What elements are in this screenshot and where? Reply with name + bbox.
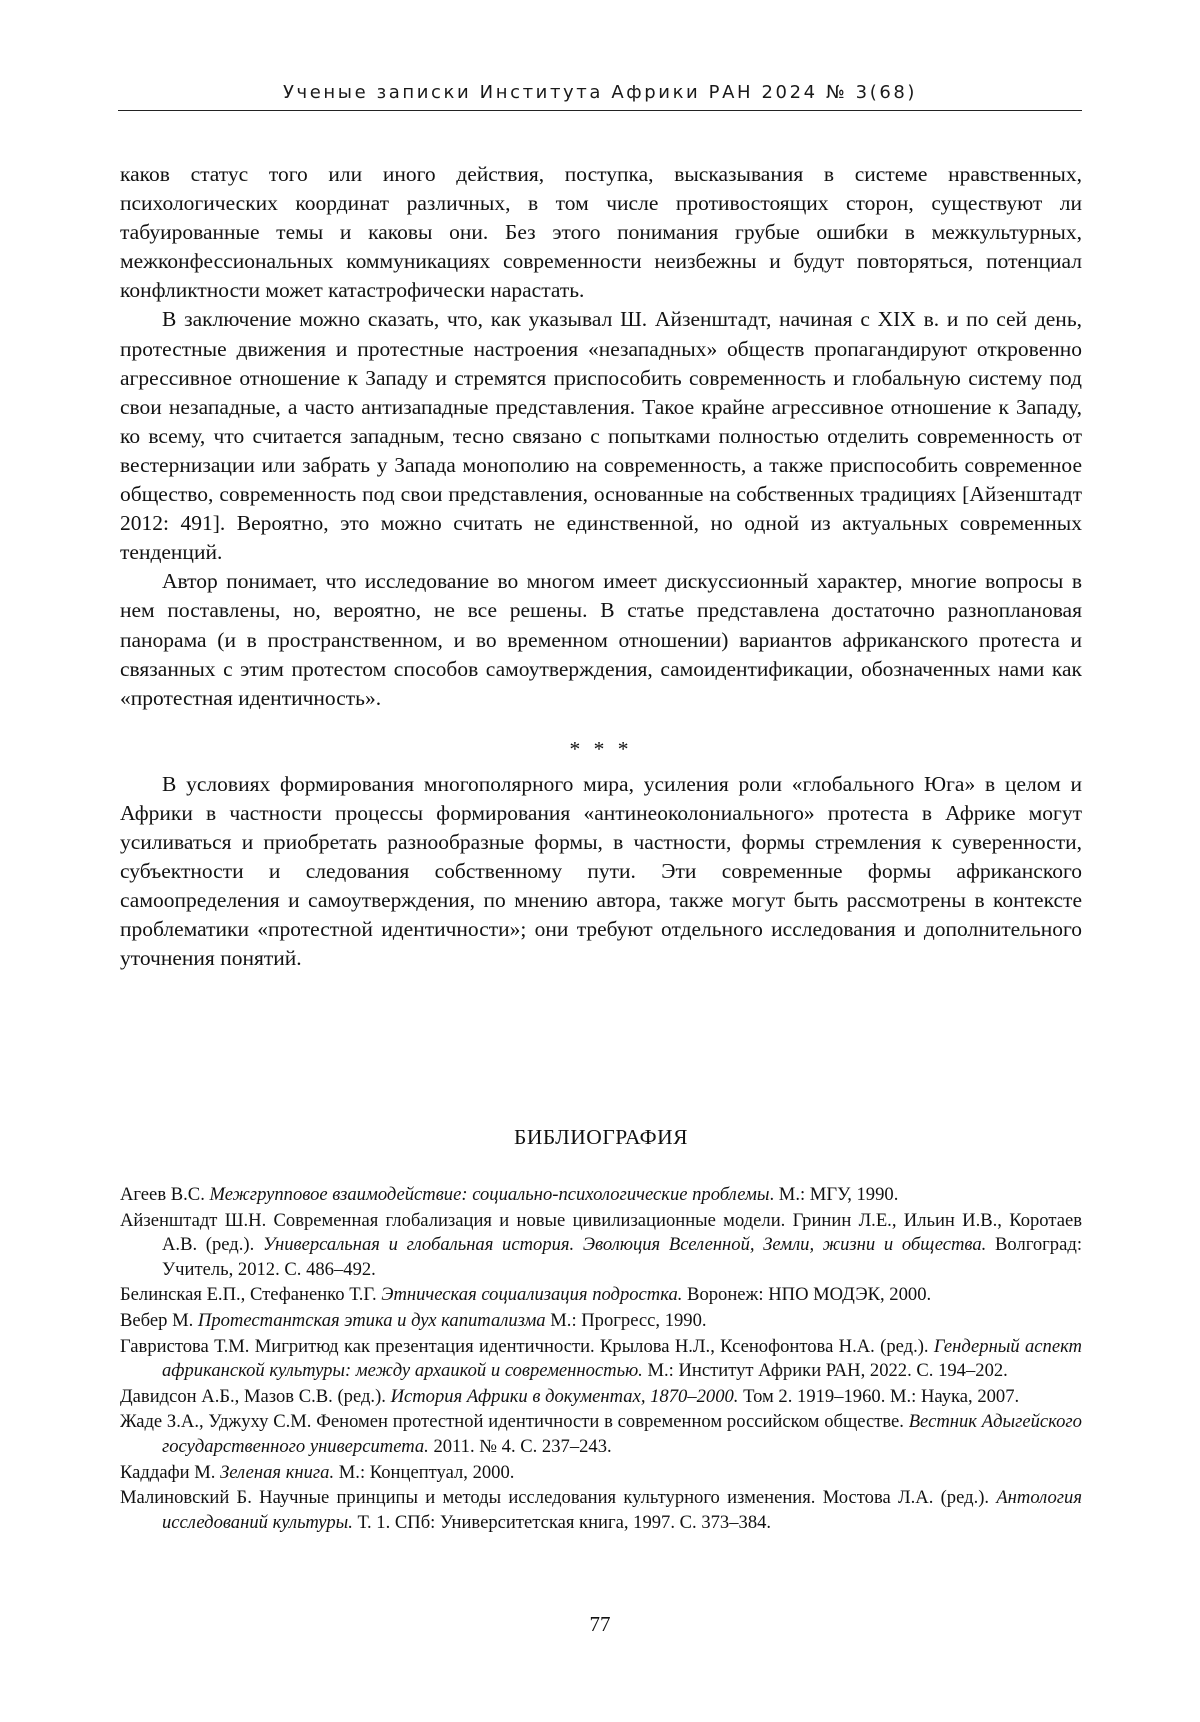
entry-authors: Белинская Е.П., Стефаненко Т.Г. (120, 1284, 382, 1306)
entry-authors: Вебер М. (120, 1309, 198, 1331)
bibliography-entry (120, 1309, 1082, 1334)
entry-authors: Гавристова Т.М. Мигритюд как презентация идентичности. Крылова Н.Л., Ксенофонтова Н.А. (ред.). (120, 1335, 934, 1357)
entry-title: Антология исследований культуры. (162, 1487, 1082, 1533)
bibliography-entry (120, 1209, 1082, 1283)
bibliography-heading: БИБЛИОГРАФИЯ (514, 1125, 688, 1149)
entry-publication: Т. 1. СПб: Университетская книга, 1997. С. 373–384. (352, 1511, 772, 1533)
entry-publication: Том 2. 1919–1960. М.: Наука, 2007. (738, 1385, 1020, 1407)
entry-authors: Жаде З.А., Уджуху С.М. Феномен протестной идентичности в современном российском обществе. (120, 1411, 909, 1433)
entry-title: Гендерный аспект африканской культуры: между архаикой и современностью. (162, 1335, 1082, 1382)
body-paragraph: каков статус того или иного действия, поступка, высказывания в системе нравственных, психологических координат различных, в том числе противостоящих сторон, существуют ли табуированные темы и каковы они. Без этого понимания грубые ошибки в межкультурных, межконфессиональных коммуникациях современности неизбежны и будут повторяться, потенциал конфликтности может катастрофически нарастать. (120, 162, 1082, 303)
entry-publication: Воронеж: НПО МОДЭК, 2000. (682, 1284, 932, 1306)
entry-publication: Волгоград: Учитель, 2012. С. 486–492. (162, 1234, 1082, 1280)
entry-title: Межгрупповое взаимодействие: социально-психологические проблемы (209, 1184, 770, 1205)
entry-title: Этническая социализация подростка. (381, 1284, 683, 1306)
entry-title: Универсальная и глобальная история. Эволюция Вселенной, Земли, жизни и общества. (262, 1234, 987, 1256)
article-body (120, 160, 1082, 974)
body-paragraph: Автор понимает, что исследование во многом имеет дискуссионный характер, многие вопросы в нем поставлены, но, вероятно, не все решены. В статье представлена достаточно разноплановая панорама (и в пространственном, и во временном отношении) вариантов африканского протеста и связанных с этим протестом способов самоутверждения, самоидентификации, обозначенных нами как «протестная идентичность». (120, 569, 1082, 710)
section-separator: * * * (569, 736, 633, 761)
entry-publication: . М.: МГУ, 1990. (769, 1184, 899, 1205)
bibliography-entry (120, 1385, 1082, 1410)
running-header: Ученые записки Института Африки РАН 2024 № 3(68) (282, 82, 918, 103)
bibliography-entry (120, 1183, 1082, 1208)
entry-publication: М.: Концептуал, 2000. (334, 1461, 515, 1483)
entry-publication: 2011. № 4. С. 237–243. (428, 1435, 612, 1457)
entry-title: Протестантская этика и дух капитализма (197, 1309, 546, 1331)
bibliography-entry (120, 1335, 1082, 1384)
bibliography-list (120, 1183, 1082, 1536)
entry-authors: Айзенштадт Ш.Н. Современная глобализация и новые цивилизационные модели. Гринин Л.Е., Ильин И.В., Коротаев А.В. (ред.). (120, 1209, 1082, 1256)
entry-authors: Агеев В.С. (120, 1184, 210, 1205)
entry-authors: Малиновский Б. Научные принципы и методы исследования культурного изменения. Мостова Л.А. (ред.). (120, 1487, 997, 1509)
bibliography-entry (120, 1410, 1082, 1459)
closing-paragraph: В условиях формирования многополярного мира, усиления роли «глобального Юга» в целом и Африки в частности процессы формирования «антинеоколониального» протеста в Африке могут усиливаться и приобретать разнообразные формы, в частности, формы стремления к суверенности, субъектности и следования собственному пути. Эти современные формы африканского самоопределения и самоутверждения, по мнению автора, также могут быть рассмотрены в контексте проблематики «протестной идентичности»; они требуют отдельного исследования и дополнительного уточнения понятий. (120, 771, 1082, 971)
page-number: 77 (589, 1612, 611, 1636)
entry-publication: М.: Институт Африки РАН, 2022. С. 194–202. (642, 1360, 1008, 1382)
bibliography-entry (120, 1486, 1082, 1535)
entry-title: История Африки в документах, 1870–2000. (390, 1385, 739, 1407)
header-divider (118, 110, 1082, 111)
bibliography-entry (120, 1461, 1082, 1486)
entry-authors: Давидсон А.Б., Мазов С.В. (ред.). (120, 1385, 391, 1407)
entry-publication: М.: Прогресс, 1990. (545, 1309, 707, 1331)
entry-authors: Каддафи М. (120, 1461, 221, 1483)
bibliography-entry (120, 1283, 1082, 1308)
entry-title: Зеленая книга. (220, 1461, 335, 1483)
entry-title: Вестник Адыгейского государственного университета. (162, 1411, 1082, 1457)
body-paragraph: В заключение можно сказать, что, как указывал Ш. Айзенштадт, начиная с XIX в. и по сей день, протестные движения и протестные настроения «незападных» обществ пропагандируют откровенно агрессивное отношение к Западу и стремятся приспособить современность и глобальную систему под свои незападные, а часто антизападные представления. Такое крайне агрессивное отношение к Западу, ко всему, что считается западным, тесно связано с попытками полностью отделить современность от вестернизации или забрать у Запада монополию на современность, а также приспособить современное общество, современность под свои представления, основанные на собственных традициях [Айзенштадт 2012: 491]. Вероятно, это можно считать не единственной, но одной из актуальных современных тенденций. (120, 307, 1082, 565)
